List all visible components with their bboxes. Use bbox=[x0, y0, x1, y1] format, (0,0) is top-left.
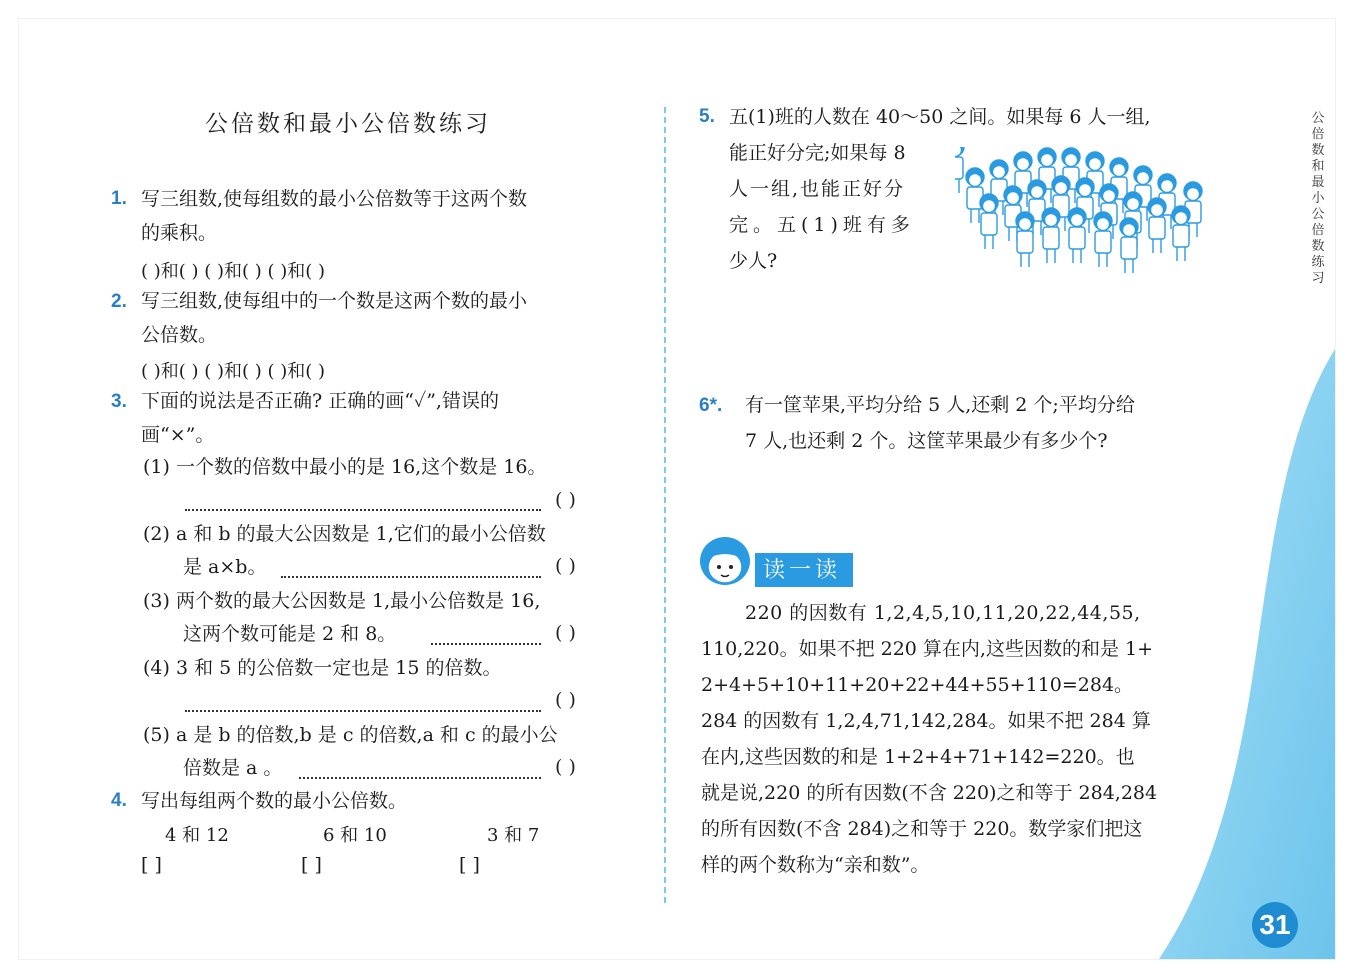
side-vertical-title: 公倍数和最小公倍数练习 bbox=[1311, 111, 1325, 286]
reading-line-1: 220 的因数有 1,2,4,5,10,11,20,22,44,55, bbox=[745, 602, 1141, 624]
q4-pair-2: 6 和 10 bbox=[323, 825, 387, 846]
q3-item-1-dots bbox=[185, 499, 541, 518]
students-group-illustration bbox=[955, 147, 1211, 287]
q4-number: 4. bbox=[111, 790, 127, 811]
q3-item-3-dots bbox=[431, 633, 541, 652]
q3-item-2-line2: 是 a×b。 bbox=[183, 556, 267, 578]
girl-reading-icon bbox=[697, 533, 761, 593]
reading-line-6: 就是说,220 的所有因数(不含 220)之和等于 284,284 bbox=[701, 782, 1158, 804]
q6-number: 6*. bbox=[699, 395, 723, 416]
q4-text: 写出每组两个数的最小公倍数。 bbox=[141, 790, 408, 812]
q3-item-5-answer[interactable]: ( ) bbox=[555, 756, 576, 778]
q6-text-line1: 有一筐苹果,平均分给 5 人,还剩 2 个;平均分给 bbox=[745, 394, 1135, 416]
q3-item-4: (4) 3 和 5 的公倍数一定也是 15 的倍数。 bbox=[143, 657, 502, 679]
reading-line-2: 110,220。如果不把 220 算在内,这些因数的和是 1+ bbox=[701, 638, 1154, 660]
q1-text-line2: 的乘积。 bbox=[141, 222, 218, 244]
reading-line-3: 2+4+5+10+11+20+22+44+55+110=284。 bbox=[701, 674, 1134, 696]
page-number-badge: 31 bbox=[1252, 902, 1298, 948]
q2-text-line2: 公倍数。 bbox=[141, 324, 218, 346]
reading-line-5: 在内,这些因数的和是 1+2+4+71+142=220。也 bbox=[701, 746, 1135, 768]
q2-number: 2. bbox=[111, 291, 127, 312]
q3-item-2-dots bbox=[281, 566, 541, 585]
q3-item-5-line1: (5) a 是 b 的倍数,b 是 c 的倍数,a 和 c 的最小公 bbox=[143, 724, 558, 746]
q1-answer-blanks[interactable]: ( )和( ) ( )和( ) ( )和( ) bbox=[141, 261, 326, 282]
q3-item-3-line2: 这两个数可能是 2 和 8。 bbox=[183, 623, 397, 645]
q3-item-5-dots bbox=[299, 767, 541, 786]
q5-text-line5: 少人? bbox=[729, 250, 778, 272]
q2-text-line1: 写三组数,使每组中的一个数是这两个数的最小 bbox=[141, 290, 528, 312]
reading-line-8: 样的两个数称为“亲和数”。 bbox=[701, 854, 930, 876]
textbook-page bbox=[18, 18, 1336, 960]
q4-answer-3[interactable]: [ ] bbox=[459, 854, 480, 876]
q1-text-line1: 写三组数,使每组数的最小公倍数等于这两个数 bbox=[141, 188, 528, 210]
q3-item-3-line1: (3) 两个数的最大公因数是 1,最小公倍数是 16, bbox=[143, 590, 541, 612]
q3-item-1-answer[interactable]: ( ) bbox=[555, 489, 576, 511]
q6-text-line2: 7 人,也还剩 2 个。这筐苹果最少有多少个? bbox=[745, 430, 1108, 452]
q5-text-line4: 完。五(1)班有多 bbox=[729, 214, 915, 236]
q5-number: 5. bbox=[699, 106, 715, 127]
q3-text-line2: 画“×”。 bbox=[141, 424, 215, 446]
page-title: 公倍数和最小公倍数练习 bbox=[205, 111, 491, 137]
q3-item-2-line1: (2) a 和 b 的最大公因数是 1,它们的最小公倍数 bbox=[143, 523, 546, 545]
q4-pair-1: 4 和 12 bbox=[165, 825, 229, 846]
q3-item-4-answer[interactable]: ( ) bbox=[555, 689, 576, 711]
q3-number: 3. bbox=[111, 391, 127, 412]
q3-item-1: (1) 一个数的倍数中最小的是 16,这个数是 16。 bbox=[143, 456, 547, 478]
reading-line-4: 284 的因数有 1,2,4,71,142,284。如果不把 284 算 bbox=[701, 710, 1151, 732]
q4-answer-2[interactable]: [ ] bbox=[301, 854, 322, 876]
q4-pair-3: 3 和 7 bbox=[487, 825, 540, 846]
q1-number: 1. bbox=[111, 188, 127, 209]
reading-header-label: 读一读 bbox=[763, 558, 842, 583]
q5-text-line1: 五(1)班的人数在 40～50 之间。如果每 6 人一组, bbox=[729, 106, 1151, 128]
q5-text-line3: 人一组,也能正好分 bbox=[729, 178, 906, 200]
q5-text-line2: 能正好分完;如果每 8 bbox=[729, 142, 906, 164]
reading-line-7: 的所有因数(不含 284)之和等于 220。数学家们把这 bbox=[701, 818, 1143, 840]
q3-item-2-answer[interactable]: ( ) bbox=[555, 555, 576, 577]
q3-item-5-line2: 倍数是 a 。 bbox=[183, 757, 283, 779]
q2-answer-blanks[interactable]: ( )和( ) ( )和( ) ( )和( ) bbox=[141, 361, 326, 382]
q4-answer-1[interactable]: [ ] bbox=[141, 854, 162, 876]
q3-item-3-answer[interactable]: ( ) bbox=[555, 622, 576, 644]
q3-text-line1: 下面的说法是否正确? 正确的画“✓”,错误的 bbox=[141, 390, 499, 412]
page-divider bbox=[662, 107, 668, 907]
q3-item-4-dots bbox=[185, 700, 541, 719]
